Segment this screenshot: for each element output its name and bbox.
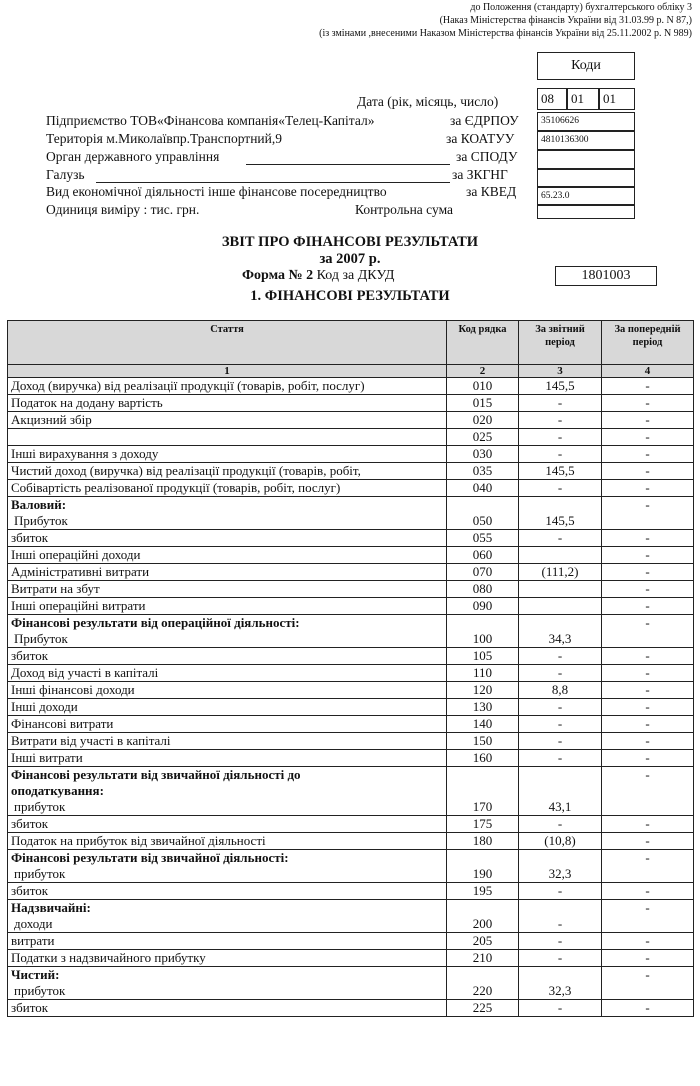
row-previous-value: -: [602, 767, 694, 816]
row-previous-value: -: [602, 564, 694, 581]
row-label: витрати: [11, 933, 55, 948]
table-row: [8, 412, 694, 429]
row-label: Інші доходи: [11, 699, 78, 714]
table-row: [8, 598, 694, 615]
row-section-heading: Надзвичайні:: [11, 900, 91, 915]
row-label: збиток: [11, 883, 49, 898]
row-label-cell: [8, 665, 447, 682]
row-label: Інші витрати: [11, 750, 83, 765]
row-label: Інші вирахування з доходу: [11, 446, 159, 461]
row-label-cell: [8, 395, 447, 412]
row-section-heading: Фінансові результати від звичайної діяльності до: [11, 767, 301, 782]
row-label-cell: [8, 648, 447, 665]
row-code: 170: [447, 767, 519, 816]
row-current-value: -: [519, 699, 602, 716]
row-label: Доход від участі в капіталі: [11, 665, 159, 680]
row-current-value: -: [519, 733, 602, 750]
row-previous-value: -: [602, 530, 694, 547]
table-row: [8, 581, 694, 598]
table-row: [8, 967, 694, 1000]
row-code: 055: [447, 530, 519, 547]
row-label: Інші операційні витрати: [11, 598, 146, 613]
row-section-heading: Чистий:: [11, 967, 60, 982]
row-label-cell: [8, 733, 447, 750]
table-row: [8, 530, 694, 547]
row-label-cell: [8, 950, 447, 967]
row-label: доходи: [14, 916, 53, 931]
row-code: 060: [447, 547, 519, 564]
kved-code: 65.23.0: [537, 187, 635, 205]
financial-results-table: [7, 320, 694, 1017]
row-label-cell: [8, 1000, 447, 1017]
row-previous-value: -: [602, 750, 694, 767]
row-label: Адміністративні витрати: [11, 564, 150, 579]
row-label: Витрати від участі в капіталі: [11, 733, 171, 748]
row-label-cell: [8, 833, 447, 850]
date-day: 01: [599, 88, 635, 110]
row-previous-value: -: [602, 682, 694, 699]
row-current-value: 43,1: [519, 767, 602, 816]
row-previous-value: -: [602, 395, 694, 412]
row-current-value: -: [519, 648, 602, 665]
row-previous-value: -: [602, 412, 694, 429]
table-row: [8, 665, 694, 682]
form-number-bold: Форма № 2: [242, 268, 314, 283]
spodu-code: [537, 150, 635, 169]
table-row: [8, 463, 694, 480]
row-label: прибуток: [14, 983, 66, 998]
table-row: [8, 767, 694, 816]
row-previous-value: -: [602, 883, 694, 900]
row-previous-value: -: [602, 497, 694, 530]
row-code: 110: [447, 665, 519, 682]
row-label-cell: [8, 716, 447, 733]
zkgng-code: [537, 169, 635, 187]
form-number: [242, 268, 394, 284]
row-code: 070: [447, 564, 519, 581]
table-row: [8, 682, 694, 699]
row-code: 180: [447, 833, 519, 850]
table-row: [8, 497, 694, 530]
edrpou-label: за ЄДРПОУ: [450, 113, 519, 128]
row-label-cell: [8, 699, 447, 716]
row-previous-value: -: [602, 648, 694, 665]
branch-blank-line: [96, 182, 450, 183]
dkud-code: 1801003: [555, 266, 657, 286]
row-current-value: -: [519, 716, 602, 733]
table-row: [8, 883, 694, 900]
row-code: 120: [447, 682, 519, 699]
row-previous-value: -: [602, 1000, 694, 1017]
row-previous-value: -: [602, 816, 694, 833]
row-code: 130: [447, 699, 519, 716]
row-label-cell: [8, 497, 447, 530]
row-code: 025: [447, 429, 519, 446]
checksum-label: Контрольна сума: [355, 202, 454, 217]
row-previous-value: -: [602, 665, 694, 682]
row-code: 150: [447, 733, 519, 750]
row-label: Прибуток: [14, 513, 68, 528]
row-label: Інші фінансові доходи: [11, 682, 135, 697]
row-previous-value: -: [602, 446, 694, 463]
row-code: 200: [447, 900, 519, 933]
date-label: Дата (рік, місяць, число): [357, 94, 499, 109]
row-label: збиток: [11, 530, 49, 545]
row-previous-value: -: [602, 933, 694, 950]
koatuu-label: за КОАТУУ: [446, 131, 515, 146]
row-label-cell: [8, 682, 447, 699]
row-current-value: 8,8: [519, 682, 602, 699]
row-current-value: -: [519, 1000, 602, 1017]
table-row: [8, 446, 694, 463]
row-code: 035: [447, 463, 519, 480]
row-section-heading: Фінансові результати від операційної діяльності:: [11, 615, 300, 630]
row-current-value: [519, 547, 602, 564]
row-code: 080: [447, 581, 519, 598]
unit-label: Одиниця виміру : тис. грн.: [46, 202, 200, 217]
row-label: Податки з надзвичайного прибутку: [11, 950, 206, 965]
row-label: Податок на прибуток від звичайної діяльності: [11, 833, 266, 848]
col-number-3: 3: [519, 365, 602, 378]
row-current-value: 145,5: [519, 463, 602, 480]
row-current-value: -: [519, 883, 602, 900]
table-row: [8, 850, 694, 883]
header-article: Стаття: [8, 321, 447, 365]
row-code: 010: [447, 378, 519, 395]
row-label: Податок на додану вартість: [11, 395, 163, 410]
regulation-line-2: (Наказ Міністерства фінансів України від 31.03.99 р. N 87,): [439, 15, 692, 26]
row-label-cell: [8, 446, 447, 463]
table-row: [8, 1000, 694, 1017]
row-previous-value: -: [602, 716, 694, 733]
row-previous-value: -: [602, 733, 694, 750]
row-code: 090: [447, 598, 519, 615]
row-section-heading: Фінансові результати від звичайної діяльності:: [11, 850, 289, 865]
row-label-cell: [8, 463, 447, 480]
row-previous-value: -: [602, 581, 694, 598]
header-current-period: За звітний період: [519, 321, 602, 365]
checksum-code: [537, 205, 635, 219]
table-row: [8, 950, 694, 967]
codes-header: Коди: [537, 52, 635, 80]
authority-blank-line: [246, 164, 450, 165]
section-title: 1. ФІНАНСОВІ РЕЗУЛЬТАТИ: [250, 288, 450, 304]
row-code: 190: [447, 850, 519, 883]
row-label: Витрати на збут: [11, 581, 100, 596]
edrpou-code: 35106626: [537, 112, 635, 131]
row-label-cell: [8, 767, 447, 816]
row-previous-value: -: [602, 429, 694, 446]
row-current-value: -: [519, 395, 602, 412]
row-code: 225: [447, 1000, 519, 1017]
table-row: [8, 648, 694, 665]
row-section-heading-2: оподаткування:: [11, 783, 104, 798]
row-label-cell: [8, 750, 447, 767]
table-row: [8, 378, 694, 395]
row-code: 015: [447, 395, 519, 412]
row-code: 160: [447, 750, 519, 767]
row-label: Інші операційні доходи: [11, 547, 141, 562]
row-label-cell: [8, 615, 447, 648]
row-label-cell: [8, 598, 447, 615]
row-label: Чистий доход (виручка) від реалізації продукції (товарів, робіт,: [11, 463, 361, 478]
row-label-cell: [8, 530, 447, 547]
table-row: [8, 933, 694, 950]
table-row: [8, 480, 694, 497]
report-title: ЗВІТ ПРО ФІНАНСОВІ РЕЗУЛЬТАТИ: [221, 234, 479, 250]
table-row: [8, 699, 694, 716]
row-label: збиток: [11, 816, 49, 831]
row-previous-value: -: [602, 900, 694, 933]
row-previous-value: -: [602, 463, 694, 480]
table-row: [8, 816, 694, 833]
branch-label: Галузь: [46, 167, 85, 182]
activity-label: Вид економічної діяльності інше фінансове посередництво: [46, 184, 387, 199]
table-row: [8, 547, 694, 564]
row-label: Собівартість реалізованої продукції (товарів, робіт, послуг): [11, 480, 341, 495]
row-previous-value: -: [602, 615, 694, 648]
row-label: Доход (виручка) від реалізації продукції (товарів, робіт, послуг): [11, 378, 365, 393]
row-current-value: 145,5: [519, 497, 602, 530]
regulation-line-3: (із змінами ,внесеними Наказом Міністерства фінансів України від 25.11.2002 р. N 989): [319, 28, 692, 39]
row-label-cell: [8, 412, 447, 429]
row-label-cell: [8, 933, 447, 950]
row-previous-value: -: [602, 378, 694, 395]
row-label: Прибуток: [14, 631, 68, 646]
enterprise-label: Підприємство ТОВ«Фінансова компанія«Телец-Капітал»: [46, 113, 375, 128]
row-current-value: -: [519, 750, 602, 767]
row-code: 050: [447, 497, 519, 530]
table-row: [8, 429, 694, 446]
row-label: збиток: [11, 1000, 49, 1015]
authority-label: Орган державного управління: [46, 149, 220, 164]
row-previous-value: -: [602, 850, 694, 883]
koatuu-code: 4810136300: [537, 131, 635, 150]
col-number-4: 4: [602, 365, 694, 378]
row-previous-value: -: [602, 967, 694, 1000]
table-row: [8, 564, 694, 581]
row-code: 205: [447, 933, 519, 950]
row-section-heading: Валовий:: [11, 497, 67, 512]
row-label: прибуток: [14, 799, 66, 814]
row-code: 030: [447, 446, 519, 463]
row-label-cell: [8, 547, 447, 564]
row-previous-value: -: [602, 833, 694, 850]
header-previous-period: За попередній період: [602, 321, 694, 365]
row-label-cell: [8, 900, 447, 933]
table-row: [8, 900, 694, 933]
kved-label: за КВЕД: [466, 184, 517, 199]
row-code: 220: [447, 967, 519, 1000]
row-code: 105: [447, 648, 519, 665]
row-label-cell: [8, 850, 447, 883]
date-year: 08: [537, 88, 567, 110]
table-row: [8, 833, 694, 850]
form-dkud-label: Код за ДКУД: [313, 268, 395, 283]
row-current-value: -: [519, 933, 602, 950]
row-previous-value: -: [602, 950, 694, 967]
row-code: 140: [447, 716, 519, 733]
row-current-value: 32,3: [519, 850, 602, 883]
row-label: збиток: [11, 648, 49, 663]
row-previous-value: -: [602, 699, 694, 716]
table-row: [8, 733, 694, 750]
row-current-value: -: [519, 412, 602, 429]
row-current-value: 145,5: [519, 378, 602, 395]
row-current-value: -: [519, 480, 602, 497]
row-label-cell: [8, 816, 447, 833]
row-current-value: -: [519, 665, 602, 682]
row-code: 210: [447, 950, 519, 967]
table-row: [8, 750, 694, 767]
row-current-value: [519, 598, 602, 615]
row-label: Фінансові витрати: [11, 716, 114, 731]
row-current-value: -: [519, 816, 602, 833]
col-number-2: 2: [447, 365, 519, 378]
row-current-value: (111,2): [519, 564, 602, 581]
row-code: 195: [447, 883, 519, 900]
row-code: 020: [447, 412, 519, 429]
date-month: 01: [567, 88, 599, 110]
row-label-cell: [8, 883, 447, 900]
row-current-value: -: [519, 429, 602, 446]
row-label: прибуток: [14, 866, 66, 881]
zkgng-label: за ЗКГНГ: [452, 167, 508, 182]
row-code: 175: [447, 816, 519, 833]
table-row: [8, 716, 694, 733]
row-current-value: [519, 581, 602, 598]
row-label-cell: [8, 429, 447, 446]
spodu-label: за СПОДУ: [456, 149, 518, 164]
row-current-value: 32,3: [519, 967, 602, 1000]
row-label: Акцизний збір: [11, 412, 92, 427]
row-current-value: -: [519, 446, 602, 463]
row-current-value: -: [519, 950, 602, 967]
row-previous-value: -: [602, 547, 694, 564]
row-previous-value: -: [602, 598, 694, 615]
row-current-value: 34,3: [519, 615, 602, 648]
header-row-code: Код рядка: [447, 321, 519, 365]
territory-label: Територія м.Миколаївпр.Транспортний,9: [46, 131, 282, 146]
row-label-cell: [8, 967, 447, 1000]
row-current-value: (10,8): [519, 833, 602, 850]
row-code: 040: [447, 480, 519, 497]
table-row: [8, 395, 694, 412]
row-label-cell: [8, 480, 447, 497]
report-period: за 2007 р.: [319, 251, 381, 267]
row-current-value: -: [519, 530, 602, 547]
table-row: [8, 615, 694, 648]
row-previous-value: -: [602, 480, 694, 497]
col-number-1: 1: [8, 365, 447, 378]
regulation-line-1: до Положення (стандарту) бухгалтерського обліку 3: [470, 2, 692, 13]
row-label-cell: [8, 378, 447, 395]
row-label-cell: [8, 564, 447, 581]
row-code: 100: [447, 615, 519, 648]
row-label-cell: [8, 581, 447, 598]
row-current-value: -: [519, 900, 602, 933]
